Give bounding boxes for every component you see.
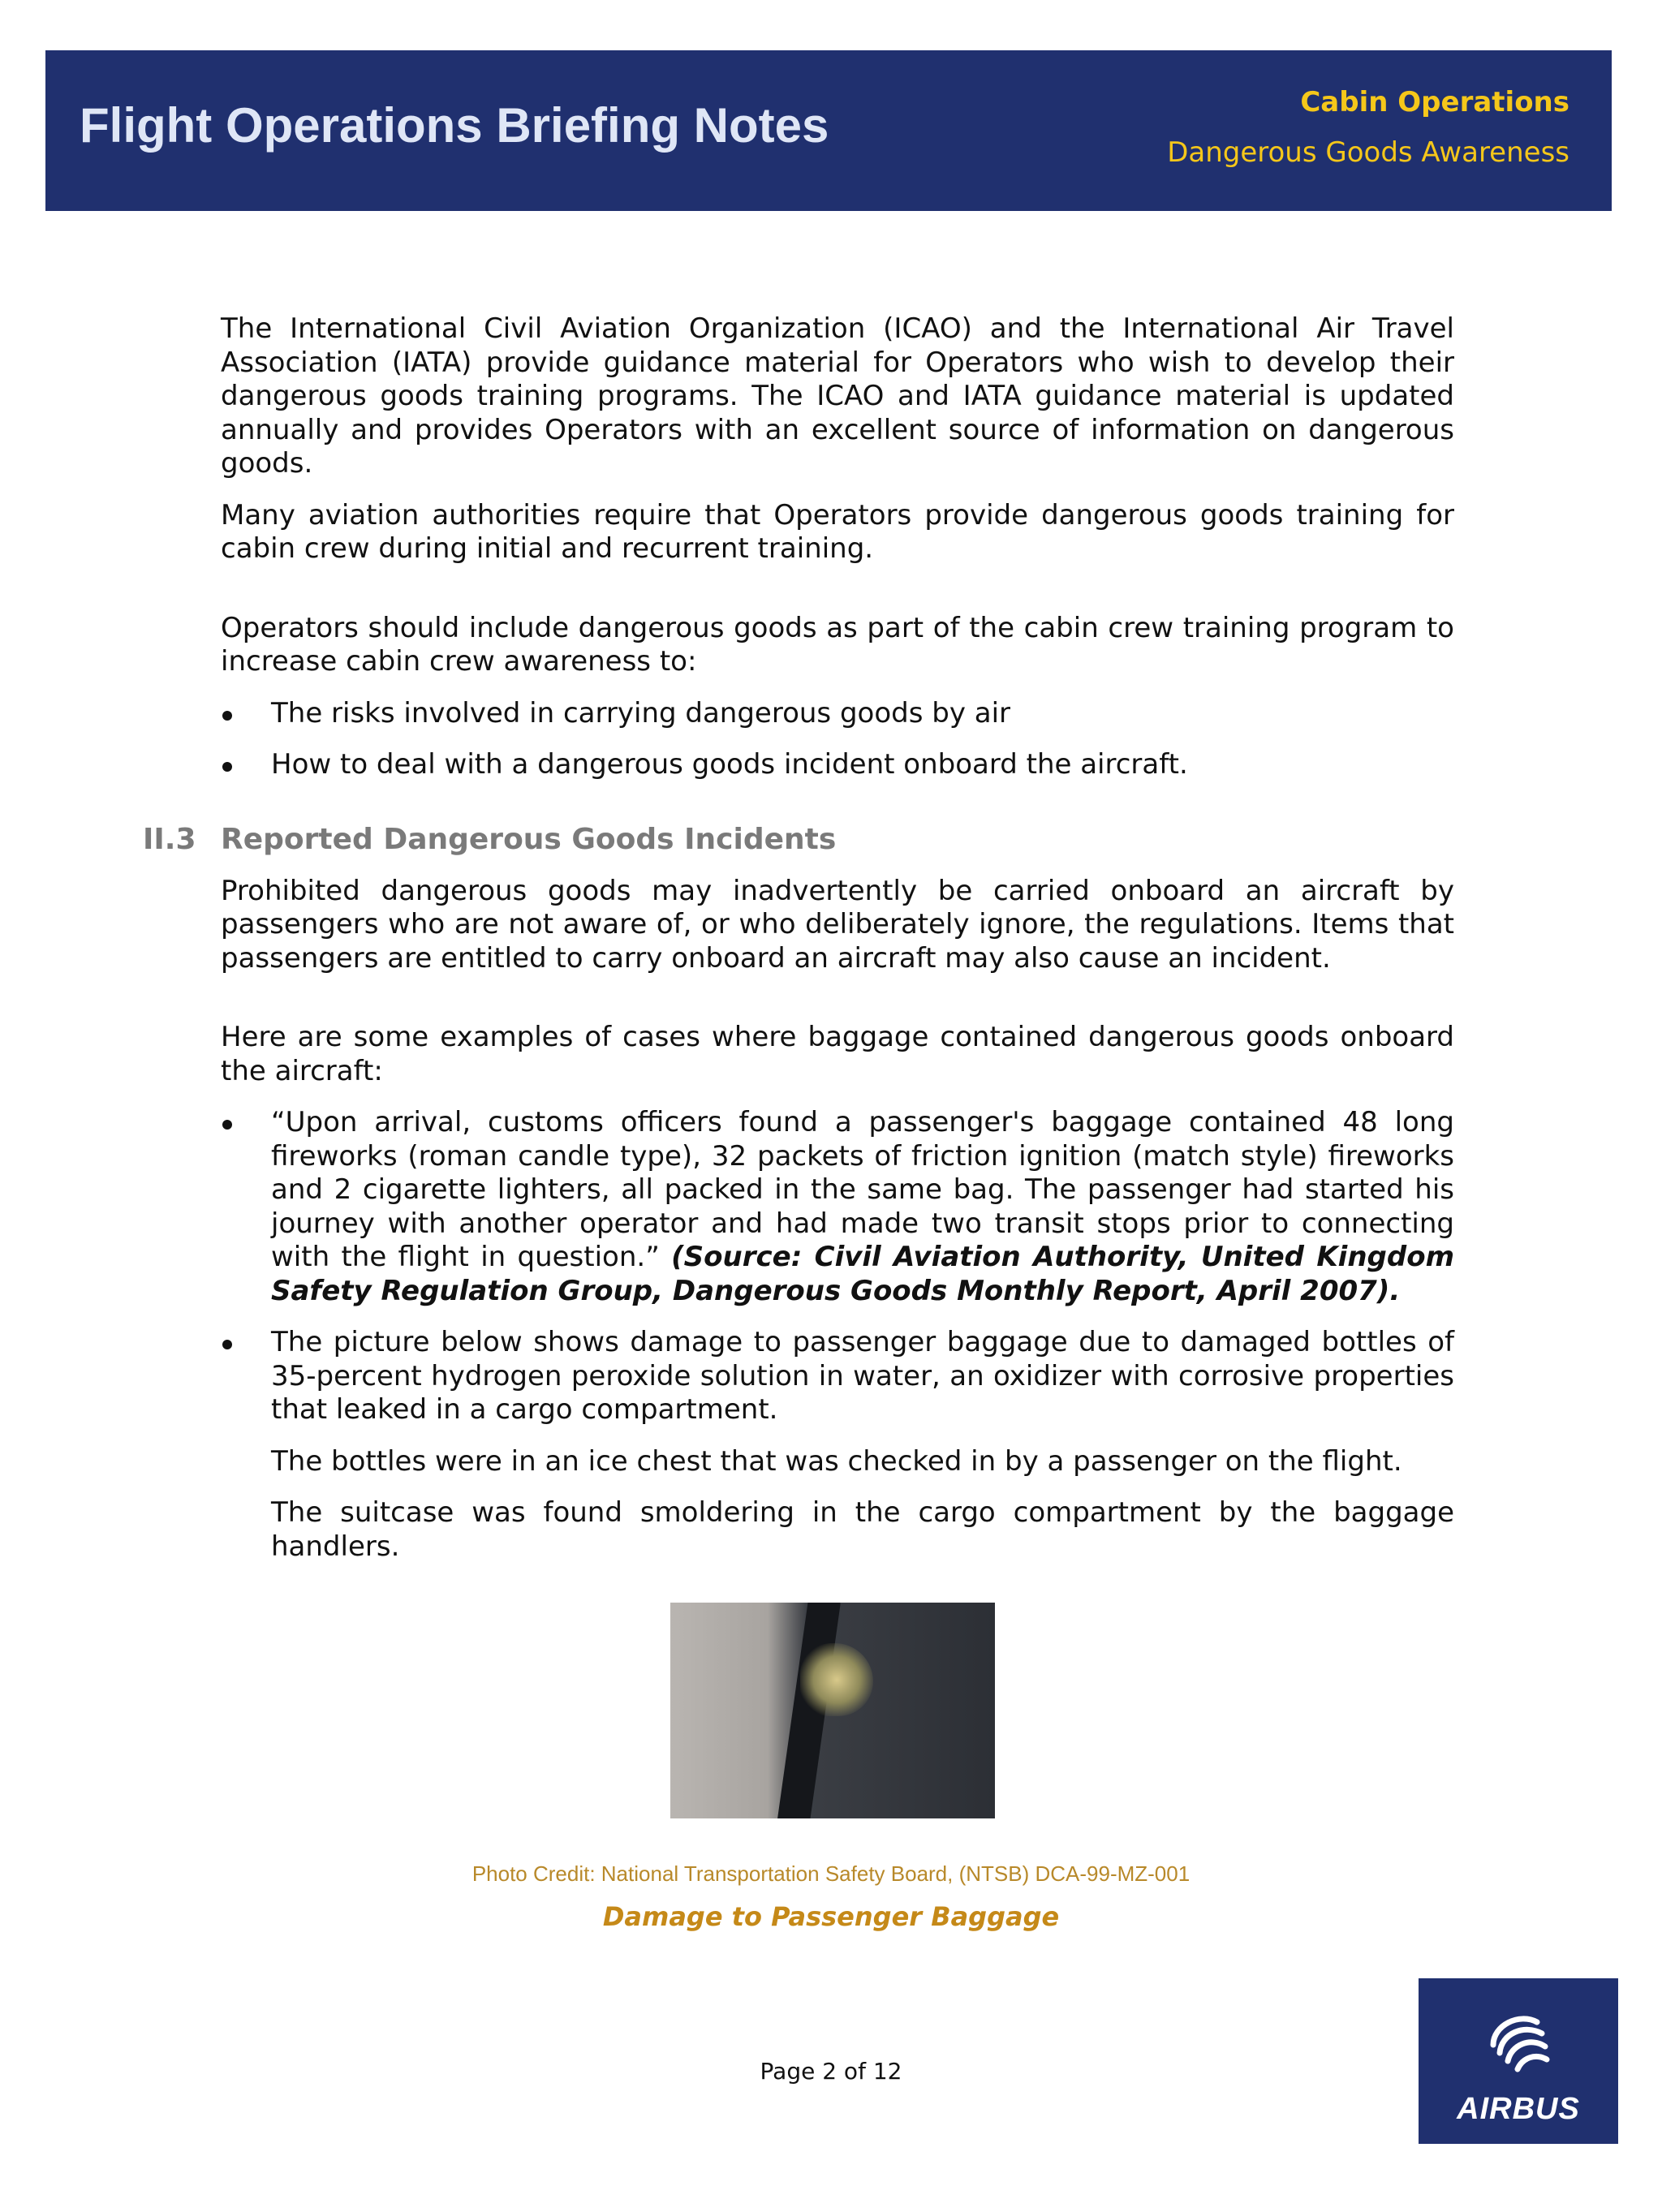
bullet-icon bbox=[222, 762, 232, 772]
baggage-damage-photo bbox=[670, 1603, 995, 1818]
list-item-text: The picture below shows damage to passenger baggage due to damaged bottles of 35-percent hydrogen peroxide solution in water, an oxidizer with corrosive properties that leaked in a cargo compartment. bbox=[271, 1326, 1454, 1426]
airbus-swirl-icon bbox=[1483, 2008, 1553, 2077]
photo-damage-stain bbox=[800, 1643, 873, 1716]
bullet-icon bbox=[222, 1340, 232, 1349]
incident-detail-2: The suitcase was found smoldering in the cargo compartment by the baggage handlers. bbox=[271, 1496, 1454, 1563]
header-section-name: Cabin Operations bbox=[1300, 86, 1569, 118]
section-paragraph-1: Prohibited dangerous goods may inadvertently be carried onboard an aircraft by passengers who are not aware of, or who deliberately ignore, the regulations. Items that passengers are entitled to carry onboard an aircraft may also cause an incident. bbox=[221, 874, 1454, 975]
document-title: Flight Operations Briefing Notes bbox=[80, 98, 829, 153]
airbus-logo bbox=[1419, 1978, 1618, 2144]
figure-caption: Damage to Passenger Baggage bbox=[602, 1901, 1060, 1932]
intro-paragraph-3: Operators should include dangerous goods as part of the cabin crew training program to increase cabin crew awareness to: bbox=[221, 611, 1454, 678]
awareness-list bbox=[221, 697, 1454, 782]
photo-credit: Photo Credit: National Transportation Safety Board, (NTSB) DCA-99-MZ-001 bbox=[471, 1861, 1191, 1886]
list-item bbox=[221, 1106, 1454, 1308]
bullet-icon bbox=[222, 711, 232, 721]
page-number: Page 2 of 12 bbox=[760, 2058, 902, 2085]
document-header bbox=[45, 50, 1612, 211]
section-title: Reported Dangerous Goods Incidents bbox=[221, 822, 837, 856]
list-item-text: How to deal with a dangerous goods incident onboard the aircraft. bbox=[271, 748, 1188, 781]
list-item bbox=[221, 1326, 1454, 1427]
intro-paragraph-1: The International Civil Aviation Organization (ICAO) and the International Air Travel Association (IATA) provide guidance material for Operators who wish to develop their dangerous goods training programs. The ICAO and IATA guidance material is updated annually and provides Operators with an excellent source of information on dangerous goods. bbox=[221, 312, 1454, 480]
document-body bbox=[143, 312, 1454, 1582]
incident-list bbox=[221, 1106, 1454, 1427]
intro-paragraph-2: Many aviation authorities require that Operators provide dangerous goods training for cabin crew during initial and recurrent training. bbox=[221, 498, 1454, 565]
section-number: II.3 bbox=[143, 822, 196, 856]
bullet-icon bbox=[222, 1120, 232, 1130]
list-item-text: The risks involved in carrying dangerous goods by air bbox=[271, 696, 1011, 729]
section-heading bbox=[143, 822, 1454, 859]
list-item-text bbox=[271, 1106, 1454, 1308]
incident-source: (Source: Civil Aviation Authority, United Kingdom Safety Regulation Group, Dangerous Goods Monthly Report, April 2007). bbox=[271, 1241, 1454, 1307]
section-paragraph-2: Here are some examples of cases where baggage contained dangerous goods onboard the aircraft: bbox=[221, 1021, 1454, 1087]
incident-quote: “Upon arrival, customs officers found a passenger's baggage contained 48 long fireworks (roman candle type), 32 packets of friction ignition (match style) fireworks and 2 cigarette lighters, all packed in the same bag. The passenger had started his journey with another operator and had made two transit stops prior to connecting with the flight in question.” bbox=[271, 1106, 1454, 1273]
airbus-wordmark: AIRBUS bbox=[1457, 2092, 1580, 2126]
header-topic-name: Dangerous Goods Awareness bbox=[1167, 136, 1569, 169]
incident-detail-1: The bottles were in an ice chest that was checked in by a passenger on the flight. bbox=[271, 1444, 1402, 1478]
list-item bbox=[221, 697, 1454, 731]
list-item bbox=[221, 748, 1454, 782]
